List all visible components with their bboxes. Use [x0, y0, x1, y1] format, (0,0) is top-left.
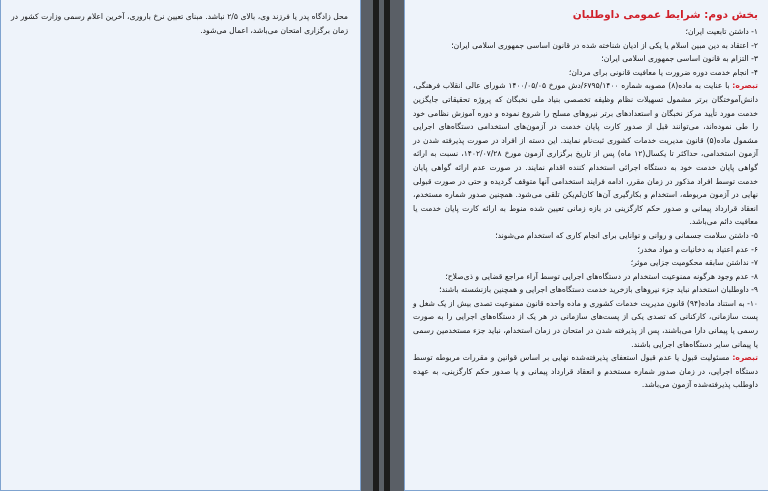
condition-item: ۱- داشتن تابعیت ایران؛ [685, 27, 758, 36]
note-paragraph [413, 79, 758, 229]
condition-item: ۷- نداشتن سابقه محکومیت جزایی موثر؛ [630, 258, 758, 268]
condition-item: ۲- اعتقاد به دین مبین اسلام یا یکی از ادیان شناخته شده در قانون اساسی جمهوری اسلامی ایران؛ [451, 40, 758, 50]
section-heading: بخش دوم: شرایط عمومی داوطلبان [572, 9, 758, 21]
note-label: تبصره: [732, 81, 758, 91]
note-paragraph [413, 351, 758, 392]
condition-item: ۸- عدم وجود هرگونه ممنوعیت استخدام در دستگاه‌های اجرایی توسط آراء مراجع قضایی و ذی‌صلاح؛ [445, 271, 758, 281]
condition-item: ۱۰- به استناد ماده(۹۴) قانون مدیریت خدمات کشوری و ماده واحده قانون ممنوعیت تصدی بیش از یک شغل و پست سازمانی، کارکنانی که تصدی یکی از پست‌های سازمانی در هر یک از دستگاه‌های اجرایی را به صورت رسمی یا پیمانی دارا می‌باشند، پس از پذیرفته شدن در امتحان در زمان استخدام، نباید جزء مستخدمین رسمی یا پیمانی سایر دستگاه‌های اجرایی باشند. [413, 298, 758, 349]
condition-item: ۶- عدم اعتیاد به دخانیات و مواد مخدر؛ [637, 244, 758, 254]
condition-item: ۵- داشتن سلامت جسمانی و روانی و توانایی برای انجام کاری که استخدام می‌شوند؛ [495, 230, 758, 240]
left-page [0, 0, 361, 491]
page-divider [384, 0, 390, 491]
page-divider [373, 0, 379, 491]
left-page-text: محل زادگاه پدر یا فرزند وی، بالای ۲/۵ نباشد. مبنای تعیین نرخ باروری، آخرین اعلام رسمی وزارت کشور در زمان برگزاری امتحان می‌باشد، اعمال می‌شود. [11, 12, 348, 35]
condition-item: ۴- انجام خدمت دوره ضرورت یا معافیت قانونی برای مردان؛ [568, 67, 758, 77]
note-label: تبصره: [732, 353, 758, 363]
note-text: با عنایت به ماده(۸) مصوبه شماره ۶۷۹۵/۱۴۰۰/دش مورخ ۱۴۰۰/۰۵/۰۵ شورای عالی انقلاب فرهنگی، دانش‌آموختگان برتر مشمول تسهیلات نظام وظیفه تخصصی بنیاد ملی نخبگان که پروژه تحقیقاتی جایگزین خدمت مورد تأیید مرکز نخبگان و استعدادهای برتر نیروهای مسلح را شروع نموده و دوره آموزش نظامی خود را طی نموده‌اند، می‌توانند قبل از صدور کارت پایان خدمت در آزمون‌های استخدامی دستگاه‌های اجرایی مشمول ماده(۵) قانون مدیریت خدمات کشوری ثبت‌نام نمایند. این دسته از افراد در صورت پذیرفته شدن در آزمون استخدامی، حداکثر تا یکسال(۱۲ ماه) پس از تاریخ برگزاری آزمون مورخ ۱۴۰۲/۰۷/۲۸، نسبت به ارائه گواهی پایان خدمت خود به دستگاه اجرائی استخدام کننده اقدام نمایند. در صورت عدم ارائه گواهی پایان خدمت توسط افراد مذکور در زمان مقرر، ادامه فرایند استخدامی آنها متوقف گردیده و حتی در صورت قبولی نهایی در آزمون مربوطه، استخدام و بکارگیری آن‌ها کان‌لم‌یکن تلقی می‌شود. همچنین صدور شماره مستخدم، انعقاد قرارداد پیمانی و صدور حکم کارگزینی در بازه زمانی تعیین شده منوط به ارائه کارت پایان خدمت یا معافیت دائم می‌باشد. [413, 81, 758, 227]
condition-item: ۹- داوطلبان استخدام نباید جزء نیروهای بازخرید خدمت دستگاه‌های اجرایی و همچنین بازنشسته باشند؛ [439, 285, 758, 295]
condition-item: ۳- التزام به قانون اساسی جمهوری اسلامی ایران؛ [601, 54, 758, 64]
right-page [404, 0, 768, 491]
note-text: مسئولیت قبول یا عدم قبول استعفای پذیرفته‌شده نهایی بر اساس قوانین و مقررات مربوطه توسط دستگاه اجرایی، در زمان صدور شماره مستخدم و انعقاد قرارداد پیمانی و یا صدور حکم کارگزینی، به عهده داوطلب پذیرفته‌شده آزمون می‌باشد. [413, 353, 758, 390]
